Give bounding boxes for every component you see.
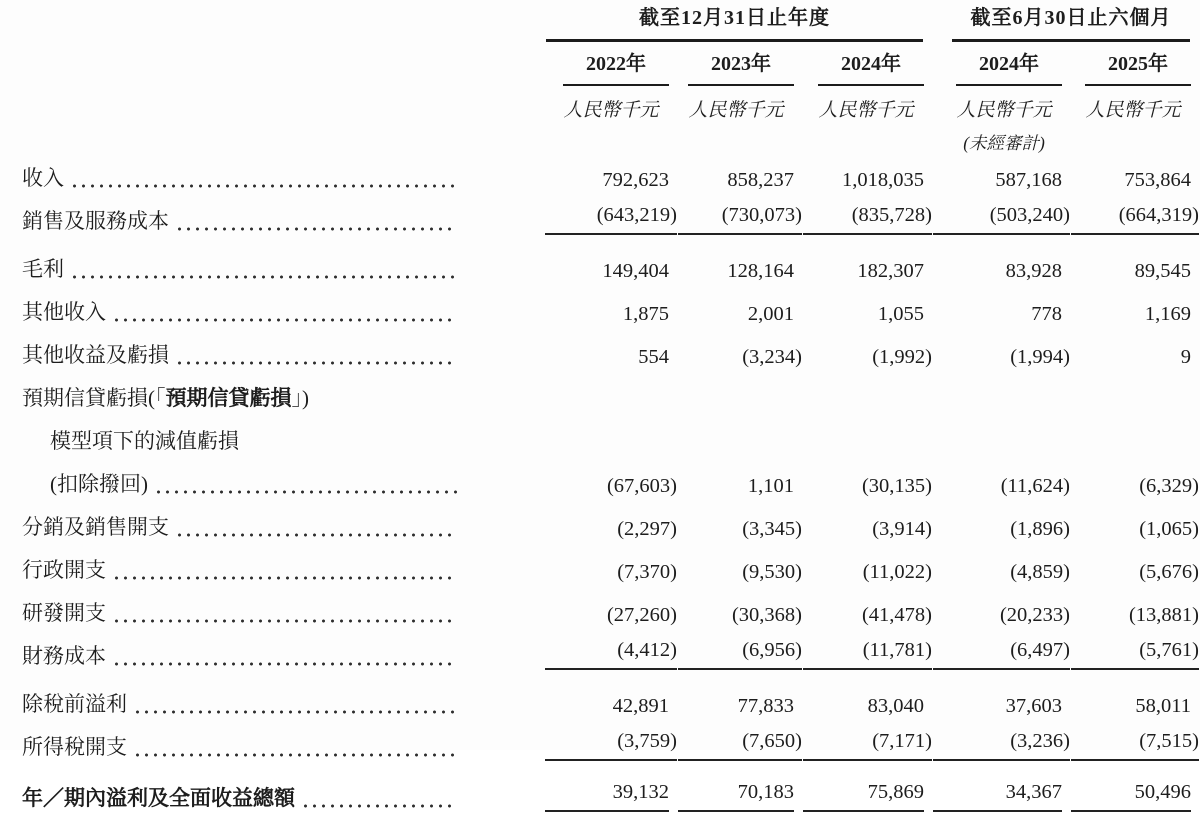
- cell-value: 792,623: [602, 169, 669, 191]
- cell-value: (9,530): [742, 561, 802, 583]
- row-label: (扣除撥回): [50, 472, 148, 496]
- table-row: [0, 289, 1200, 332]
- cell-value: (1,994): [1010, 346, 1071, 368]
- label-column-spacer: [0, 0, 545, 42]
- table-row: [0, 155, 1200, 198]
- dot-leader: [70, 184, 457, 188]
- cell-value: 778: [1031, 303, 1063, 325]
- row-label: 其他收入: [22, 300, 106, 324]
- row-label: 財務成本: [22, 644, 106, 668]
- cell-value: 128,164: [727, 260, 794, 282]
- unit-label: 人民幣千元: [688, 100, 784, 121]
- cell-value: (6,329): [1139, 475, 1200, 497]
- table-row: [0, 633, 1200, 676]
- table-row: [0, 241, 1200, 289]
- dot-leader: [133, 753, 457, 757]
- dot-leader: [112, 576, 457, 580]
- dot-leader: [112, 662, 457, 666]
- table-row: [0, 590, 1200, 633]
- cell-value: 149,404: [602, 260, 669, 282]
- cell-value: 77,833: [737, 695, 794, 717]
- cell-value: (41,478): [861, 604, 933, 626]
- row-label: 分銷及銷售開支: [22, 515, 169, 539]
- cell-value: 39,132: [612, 781, 669, 803]
- cell-value: (835,728): [851, 204, 933, 226]
- cell-value: (11,022): [862, 561, 933, 583]
- cell-value: (2,297): [617, 518, 677, 540]
- row-label: 所得稅開支: [22, 735, 127, 759]
- table-row: [0, 676, 1200, 724]
- dot-leader: [133, 710, 457, 714]
- row-label: 模型項下的減值虧損: [50, 429, 239, 453]
- table-row: [0, 504, 1200, 547]
- cell-value: 1,101: [747, 475, 794, 497]
- cell-value: 554: [638, 346, 669, 368]
- row-label: 毛利: [22, 257, 64, 281]
- cell-value: (7,515): [1139, 730, 1200, 752]
- period-group-label: 截至12月31日止年度: [639, 7, 830, 29]
- cell-value: (664,319): [1118, 204, 1200, 226]
- unit-label: 人民幣千元: [563, 100, 659, 121]
- cell-value: 89,545: [1134, 260, 1192, 282]
- cell-value: 2,001: [747, 303, 794, 325]
- cell-value: 1,055: [877, 303, 925, 325]
- row-label: 行政開支: [22, 558, 106, 582]
- cell-value: (3,345): [742, 518, 802, 540]
- cell-value: (67,603): [606, 475, 677, 497]
- cell-value: (3,759): [617, 730, 677, 752]
- unaudited-note: (未經審計): [963, 133, 1045, 153]
- cell-value: (503,240): [989, 204, 1071, 226]
- cell-value: 1,018,035: [842, 169, 925, 191]
- row-label: 其他收益及虧損: [22, 343, 169, 367]
- dot-leader: [175, 533, 457, 537]
- table-row: [0, 198, 1200, 241]
- row-label: 年／期內溢利及全面收益總額: [22, 786, 295, 810]
- cell-value: (3,914): [872, 518, 933, 540]
- period-group-header-interim: [952, 1, 1190, 42]
- table-row: [0, 767, 1200, 818]
- unaudited-note-row: [0, 122, 1200, 155]
- dot-leader: [154, 490, 457, 494]
- cell-value: 75,869: [867, 781, 925, 803]
- currency-unit-row: [0, 86, 1200, 122]
- cell-value: (30,135): [861, 475, 933, 497]
- cell-value: 587,168: [995, 169, 1063, 191]
- cell-value: 83,928: [1005, 260, 1063, 282]
- cell-value: (1,065): [1139, 518, 1200, 540]
- year-column-header-2023: 2023年: [688, 47, 794, 86]
- cell-value: 50,496: [1134, 781, 1192, 803]
- cell-value: (7,650): [742, 730, 802, 752]
- dot-leader: [175, 361, 457, 365]
- cell-value: 858,237: [727, 169, 794, 191]
- period-group-header-annual: [546, 1, 923, 42]
- cell-value: (5,761): [1139, 639, 1200, 661]
- cell-value: (11,624): [1000, 475, 1071, 497]
- table-body: [0, 155, 1200, 818]
- cell-value: (27,260): [606, 604, 677, 626]
- cell-value: (11,781): [862, 639, 933, 661]
- cell-value: 1,169: [1144, 303, 1192, 325]
- cell-value: (20,233): [999, 604, 1071, 626]
- cell-value: (13,881): [1128, 604, 1200, 626]
- period-group-label: 截至6月30日止六個月: [970, 7, 1172, 29]
- year-column-header-2025: 2025年: [1085, 47, 1191, 86]
- unit-label: 人民幣千元: [1085, 100, 1181, 121]
- cell-value: (6,956): [742, 639, 802, 661]
- cell-value: (5,676): [1139, 561, 1200, 583]
- cell-value: (643,219): [596, 204, 677, 226]
- cell-value: (30,368): [731, 604, 802, 626]
- cell-value: 42,891: [612, 695, 669, 717]
- cell-value: 70,183: [737, 781, 794, 803]
- cell-value: 83,040: [867, 695, 925, 717]
- row-label: 除稅前溢利: [22, 692, 127, 716]
- table-row: [0, 375, 1200, 418]
- cell-value: (7,171): [872, 730, 933, 752]
- cell-value: (1,992): [872, 346, 933, 368]
- row-label: 研發開支: [22, 601, 106, 625]
- cell-value: (3,234): [742, 346, 802, 368]
- cell-value: 753,864: [1124, 169, 1192, 191]
- cell-value: (3,236): [1010, 730, 1071, 752]
- table-row: [0, 418, 1200, 461]
- dot-leader: [175, 227, 457, 231]
- table-row: [0, 461, 1200, 504]
- period-group-row: [0, 0, 1200, 42]
- dot-leader: [301, 804, 457, 808]
- cell-value: (730,073): [721, 204, 802, 226]
- row-label: 預期信貸虧損(「預期信貸虧損」): [22, 386, 309, 410]
- year-header-row: [0, 42, 1200, 86]
- cell-value: 37,603: [1005, 695, 1063, 717]
- cell-value: (4,412): [617, 639, 677, 661]
- cell-value: (4,859): [1010, 561, 1071, 583]
- table-row: [0, 724, 1200, 767]
- cell-value: 34,367: [1005, 781, 1063, 803]
- cell-value: 9: [1180, 346, 1192, 368]
- year-column-header-2024-interim: 2024年: [956, 47, 1062, 86]
- cell-value: (6,497): [1010, 639, 1071, 661]
- cell-value: 182,307: [857, 260, 925, 282]
- cell-value: (7,370): [617, 561, 677, 583]
- cell-value: (1,896): [1010, 518, 1071, 540]
- year-column-header-2024: 2024年: [818, 47, 924, 86]
- row-label: 銷售及服務成本: [22, 209, 169, 233]
- dot-leader: [112, 619, 457, 623]
- unit-label: 人民幣千元: [956, 100, 1052, 121]
- dot-leader: [112, 318, 457, 322]
- year-column-header-2022: 2022年: [563, 47, 669, 86]
- cell-value: 1,875: [622, 303, 669, 325]
- table-row: [0, 332, 1200, 375]
- dot-leader: [70, 275, 457, 279]
- unit-label: 人民幣千元: [818, 100, 914, 121]
- row-label: 收入: [22, 166, 64, 190]
- cell-value: 58,011: [1135, 695, 1192, 717]
- table-row: [0, 547, 1200, 590]
